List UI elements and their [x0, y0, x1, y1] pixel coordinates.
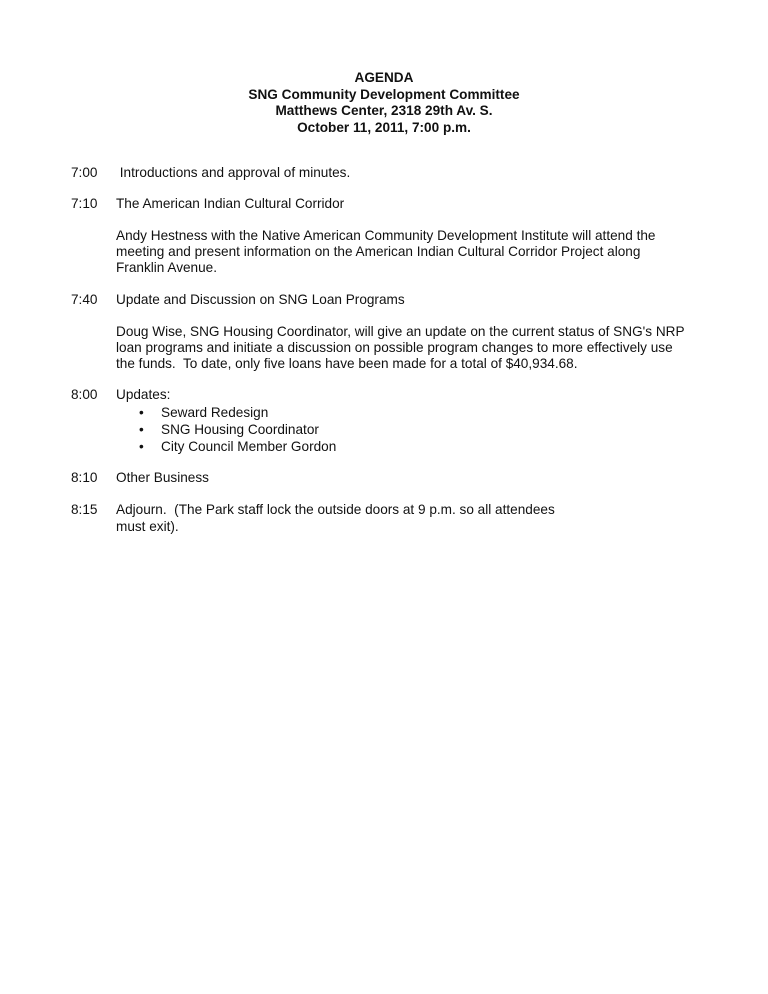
bullet-icon: • — [139, 439, 144, 454]
updates-list — [116, 404, 336, 455]
header-title: AGENDA — [354, 70, 414, 85]
description-line: Doug Wise, SNG Housing Coordinator, will give an update on the current status of SNG's NRP — [116, 324, 685, 339]
list-item — [116, 438, 336, 455]
bullet-icon: • — [139, 422, 144, 437]
list-item-label: City Council Member Gordon — [161, 439, 337, 454]
description-line: the funds. To date, only five loans have been made for a total of $40,934.68. — [116, 356, 578, 371]
list-item — [116, 404, 336, 421]
description-line: Andy Hestness with the Native American Community Development Institute will attend the — [116, 228, 656, 243]
item-time: 8:10 — [71, 470, 98, 485]
list-item-label: Seward Redesign — [161, 405, 269, 420]
item-time: 8:00 — [71, 387, 98, 402]
item-title: Updates: — [116, 387, 171, 402]
item-description — [116, 324, 696, 372]
description-line: loan programs and initiate a discussion on possible program changes to more effectively use — [116, 340, 673, 355]
item-title: Update and Discussion on SNG Loan Programs — [116, 292, 405, 307]
header-location: Matthews Center, 2318 29th Av. S. — [275, 103, 493, 118]
description-line: Franklin Avenue. — [116, 260, 218, 275]
header-date: October 11, 2011, 7:00 p.m. — [297, 119, 471, 135]
list-item — [116, 421, 336, 438]
item-title: The American Indian Cultural Corridor — [116, 196, 345, 211]
item-title-continuation: must exit). — [116, 518, 179, 534]
description-line: meeting and present information on the American Indian Cultural Corridor Project along — [116, 244, 641, 259]
header-committee: SNG Community Development Committee — [248, 86, 520, 102]
agenda-header — [0, 70, 768, 136]
item-time: 8:15 — [71, 502, 98, 517]
item-title: Other Business — [116, 470, 209, 485]
bullet-icon: • — [139, 405, 144, 420]
item-time: 7:40 — [71, 292, 98, 307]
list-item-label: SNG Housing Coordinator — [161, 422, 319, 437]
item-time: 7:10 — [71, 196, 98, 211]
item-time: 7:00 — [71, 165, 98, 180]
item-title: Adjourn. (The Park staff lock the outside doors at 9 p.m. so all attendees — [116, 502, 555, 517]
item-description — [116, 228, 696, 276]
item-title: Introductions and approval of minutes. — [116, 165, 351, 180]
